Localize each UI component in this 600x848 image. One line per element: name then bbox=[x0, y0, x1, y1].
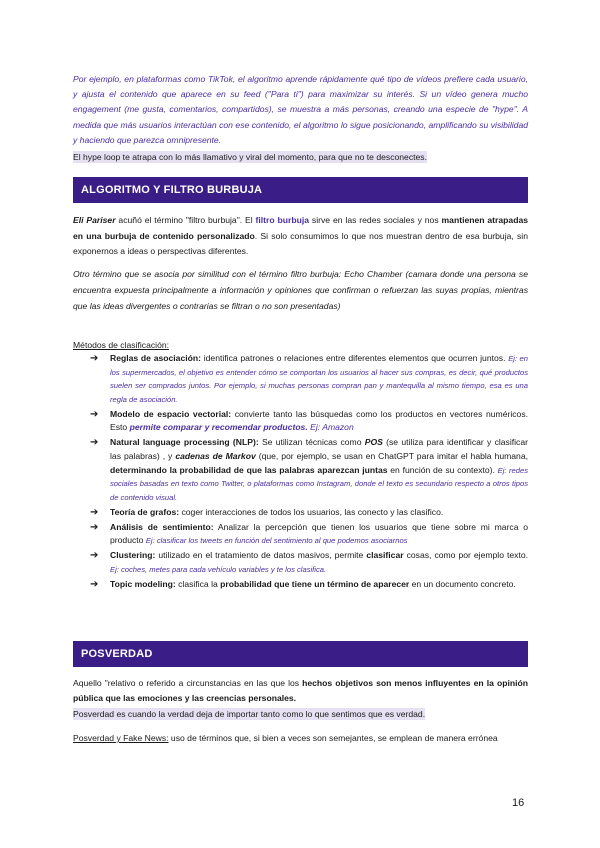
method-item: ➔ Natural language processing (NLP): Se utilizan técnicas como POS (se utiliza para identificar y clasificar las palabras) , y cadenas de Markov (que, por ejemplo, se usan en ChatGPT para imitar el habla humana, determinando la probabilidad de que las palabras aparezcan juntas en función de su contexto). Ej: redes sociales basadas en texto como Twitter, o plataformas como Instagram, donde el texto es secundario respecto a otros tipos de contenido visual. bbox=[90, 437, 529, 502]
arrow-icon: ➔ bbox=[90, 521, 99, 533]
arrow-icon: ➔ bbox=[90, 408, 99, 420]
echo-chamber-paragraph: Otro término que se asocia por similitud con el término filtro burbuja: Echo Chamber (camara donde una persona se encuentra expuesta principalmente a información y opiniones que confirman o refuerzan las suyas propias, mientras que las ideas divergentes o contrarias se filtran o no son presentadas) bbox=[73, 269, 528, 311]
arrow-icon: ➔ bbox=[90, 578, 99, 590]
method-item: ➔ Reglas de asociación: identifica patrones o relaciones entre diferentes elementos que ocurren juntos. Ej: en los supermercados, el objetivo es entender cómo se comportan los usuarios al hacer sus compras, es decir, qué productos suelen ser comprados juntos. Por ejemplo, si muchas personas compran pan y mantequilla al mismo tiempo, esa es una regla de asociación. bbox=[90, 353, 528, 404]
hype-loop-text: El hype loop te atrapa con lo más llamativo y viral del momento, para que no te desconectes. bbox=[73, 152, 427, 162]
page-number: 16 bbox=[512, 797, 525, 809]
method-item: ➔ Teoría de grafos: coger interacciones de todos los usuarios, las conecto y las clasifico. bbox=[90, 506, 444, 518]
author-name: Eli Pariser bbox=[73, 215, 116, 225]
posverdad-definition: Aquello "relativo o referido a circunstancias en las que los hechos objetivos son menos influyentes en la opinión pública que las emociones y las creencias personales. bbox=[73, 678, 528, 703]
method-item: ➔ Clustering: utilizado en el tratamiento de datos masivos, permite clasificar cosas, como por ejemplo texto. Ej: coches, metes para cada vehículo variables y te los clasifica. bbox=[90, 550, 528, 574]
methods-list bbox=[90, 352, 528, 593]
filtro-burbuja-term: filtro burbuja bbox=[255, 215, 310, 225]
arrow-icon: ➔ bbox=[90, 437, 99, 449]
section-heading-algoritmo: ALGORITMO Y FILTRO BURBUJA bbox=[73, 177, 528, 203]
hype-loop-note bbox=[73, 150, 528, 164]
method-item: ➔ Análisis de sentimiento: Analizar la percepción que tienen los usuarios que tiene sobre mi marca o producto Ej: clasificar los tweets en función del sentimiento al que podemos asociarnos bbox=[90, 521, 528, 546]
arrow-icon: ➔ bbox=[90, 353, 99, 364]
filtro-burbuja-paragraph: Eli Pariser acuñó el término "filtro burbuja". El filtro burbuja sirve en las redes sociales y nos mantienen atrapadas en una burbuja de contenido personalizado. Si solo consumimos lo que nos muestran dentro de esa burbuja, sin exponernos a ideas o perspectivas diferentes. bbox=[73, 215, 528, 256]
methods-title: Métodos de clasificación: bbox=[73, 340, 170, 350]
arrow-icon: ➔ bbox=[90, 550, 99, 562]
arrow-icon: ➔ bbox=[90, 506, 99, 518]
tiktok-example: Por ejemplo, en plataformas como TikTok, el algoritmo aprende rápidamente qué tipo de vídeos prefiere cada usuario, y ajusta el contenido que aparece en su feed ("Para ti") para maximizar su interés. Si un vídeo genera mucho engagement (me gusta, comentarios, compartidos), se muestra a más personas, creando una especie de "hype". A medida que más usuarios interactúan con ese contenido, el algoritmo lo sigue posicionando, amplificando su visibilidad y haciendo que parezca omnipresente. bbox=[73, 74, 528, 145]
posverdad-summary: Posverdad es cuando la verdad deja de importar tanto como lo que sentimos que es verdad. bbox=[73, 709, 426, 719]
posverdad-fake-news: Posverdad y Fake News: uso de términos que, si bien a veces son semejantes, se emplean de manera errónea bbox=[73, 733, 498, 743]
method-item: ➔ Topic modeling: clasifica la probabilidad que tiene un término de aparecer en un documento concreto. bbox=[90, 578, 516, 590]
section-heading-posverdad: POSVERDAD bbox=[73, 641, 528, 667]
method-item: ➔ Modelo de espacio vectorial: convierte tanto las búsquedas como los productos en vectores numéricos. Esto permite comparar y recomendar productos. Ej: Amazon bbox=[90, 408, 529, 433]
